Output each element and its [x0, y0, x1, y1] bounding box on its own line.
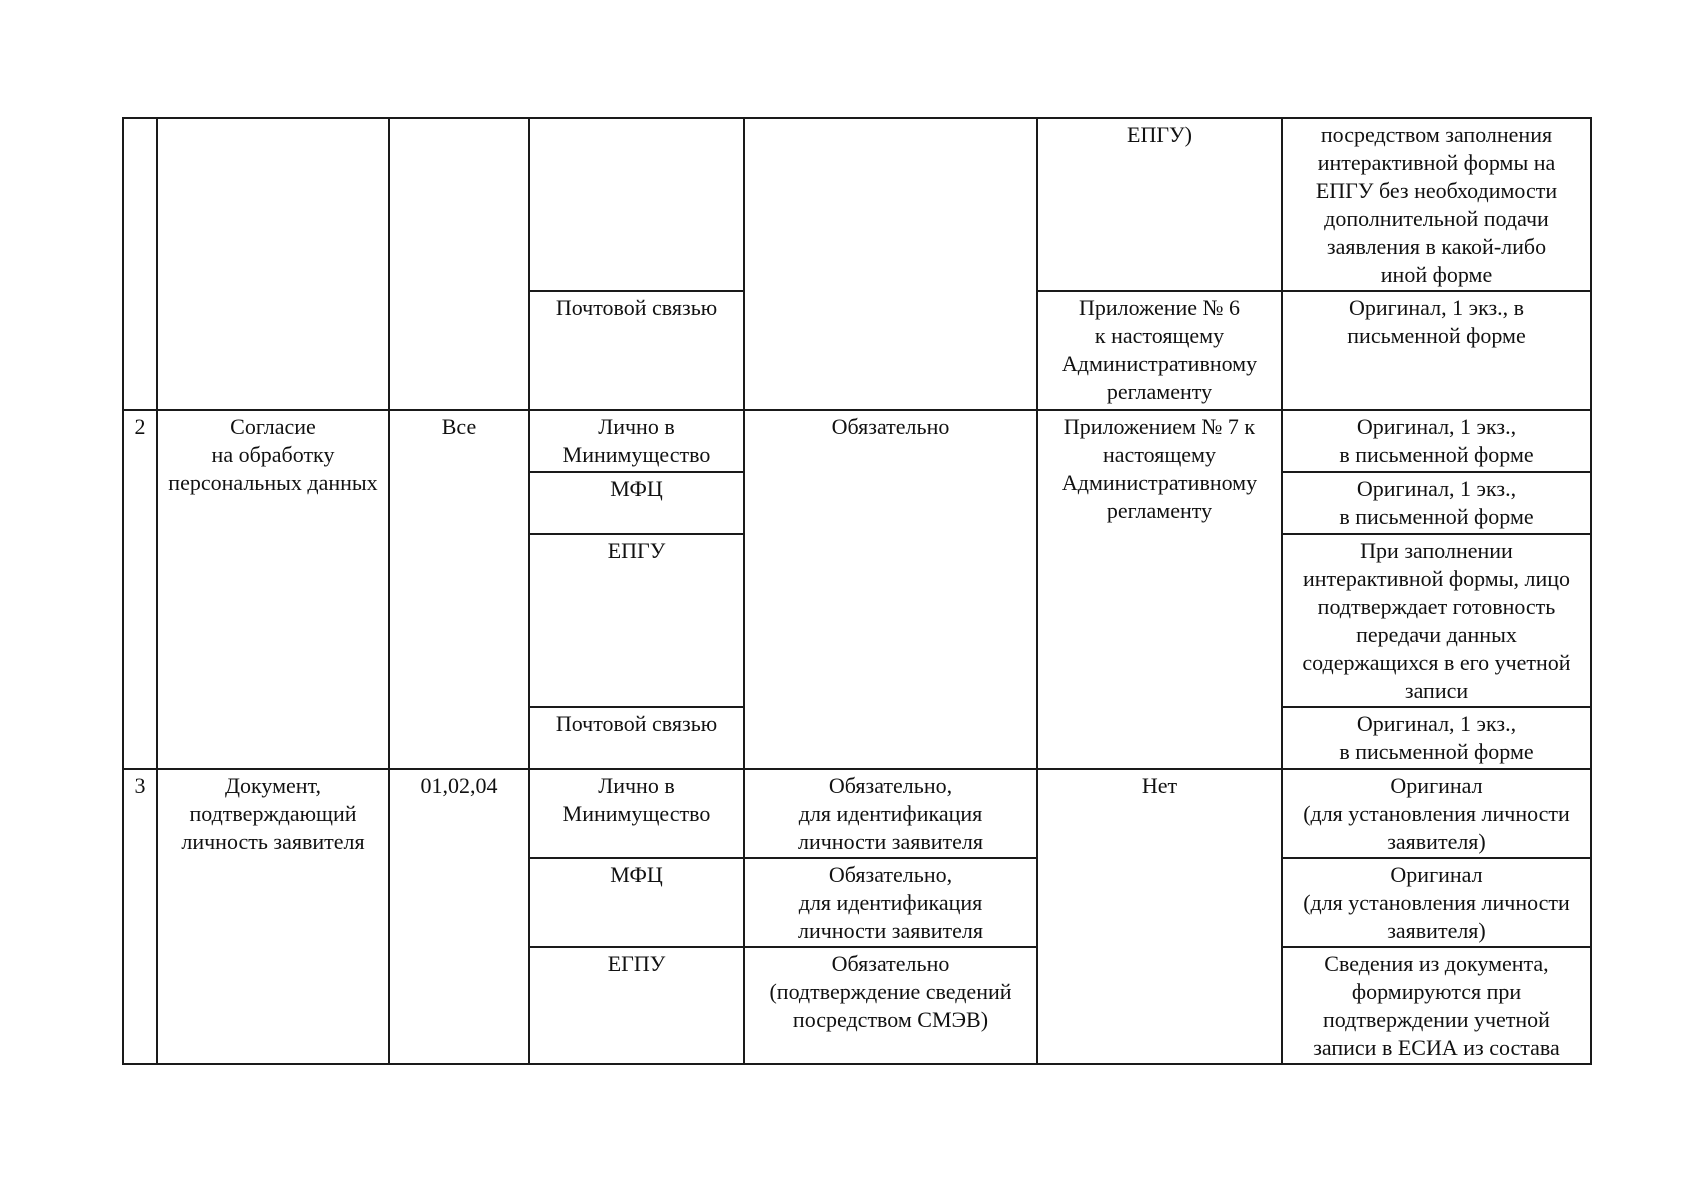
cell-destination-post: Приложение № 6 к настоящему Административному регламенту — [1037, 291, 1282, 410]
cell-template: Нет — [1037, 769, 1282, 1064]
cell-applicants: Все — [389, 410, 529, 769]
cell-form: Оригинал, 1 экз., в письменной форме — [1282, 707, 1591, 769]
cell-method: Лично в Минимущество — [529, 769, 744, 858]
cell-name-cont — [157, 118, 389, 410]
cell-template: Приложением № 7 к настоящему Административному регламенту — [1037, 410, 1282, 769]
cell-form: Оригинал (для установления личности заявителя) — [1282, 769, 1591, 858]
documents-table — [122, 117, 1592, 1065]
cell-requirement: Обязательно, для идентификация личности заявителя — [744, 858, 1037, 947]
cell-form: Оригинал, 1 экз., в письменной форме — [1282, 472, 1591, 534]
cell-method: ЕПГУ — [529, 534, 744, 707]
cell-document-name: Согласие на обработку персональных данных — [157, 410, 389, 769]
cell-form-post: Оригинал, 1 экз., в письменной форме — [1282, 291, 1591, 410]
cell-requirement: Обязательно (подтверждение сведений посредством СМЭВ) — [744, 947, 1037, 1064]
cell-applicants-cont — [389, 118, 529, 410]
cell-method-post: Почтовой связью — [529, 291, 744, 410]
cell-method: МФЦ — [529, 858, 744, 947]
cell-method: МФЦ — [529, 472, 744, 534]
cell-requirement: Обязательно — [744, 410, 1037, 769]
cell-document-name: Документ, подтверждающий личность заявителя — [157, 769, 389, 1064]
cell-form: Сведения из документа, формируются при подтверждении учетной записи в ЕСИА из состава — [1282, 947, 1591, 1064]
cell-form: Оригинал (для установления личности заявителя) — [1282, 858, 1591, 947]
cell-method-cont — [529, 118, 744, 291]
cell-row-number: 2 — [123, 410, 157, 769]
cell-num-cont — [123, 118, 157, 410]
cell-method: Почтовой связью — [529, 707, 744, 769]
cell-form: Оригинал, 1 экз., в письменной форме — [1282, 410, 1591, 472]
cell-applicants: 01,02,04 — [389, 769, 529, 1064]
cell-form: При заполнении интерактивной формы, лицо подтверждает готовность передачи данных содержащихся в его учетной записи — [1282, 534, 1591, 707]
cell-destination-epgu: ЕПГУ) — [1037, 118, 1282, 291]
cell-method: Лично в Минимущество — [529, 410, 744, 472]
cell-row-number: 3 — [123, 769, 157, 1064]
cell-requirement: Обязательно, для идентификация личности заявителя — [744, 769, 1037, 858]
cell-requirement-cont — [744, 118, 1037, 410]
cell-method: ЕГПУ — [529, 947, 744, 1064]
cell-form-epgu: посредством заполнения интерактивной формы на ЕПГУ без необходимости дополнительной подачи заявления в какой-либо иной форме — [1282, 118, 1591, 291]
